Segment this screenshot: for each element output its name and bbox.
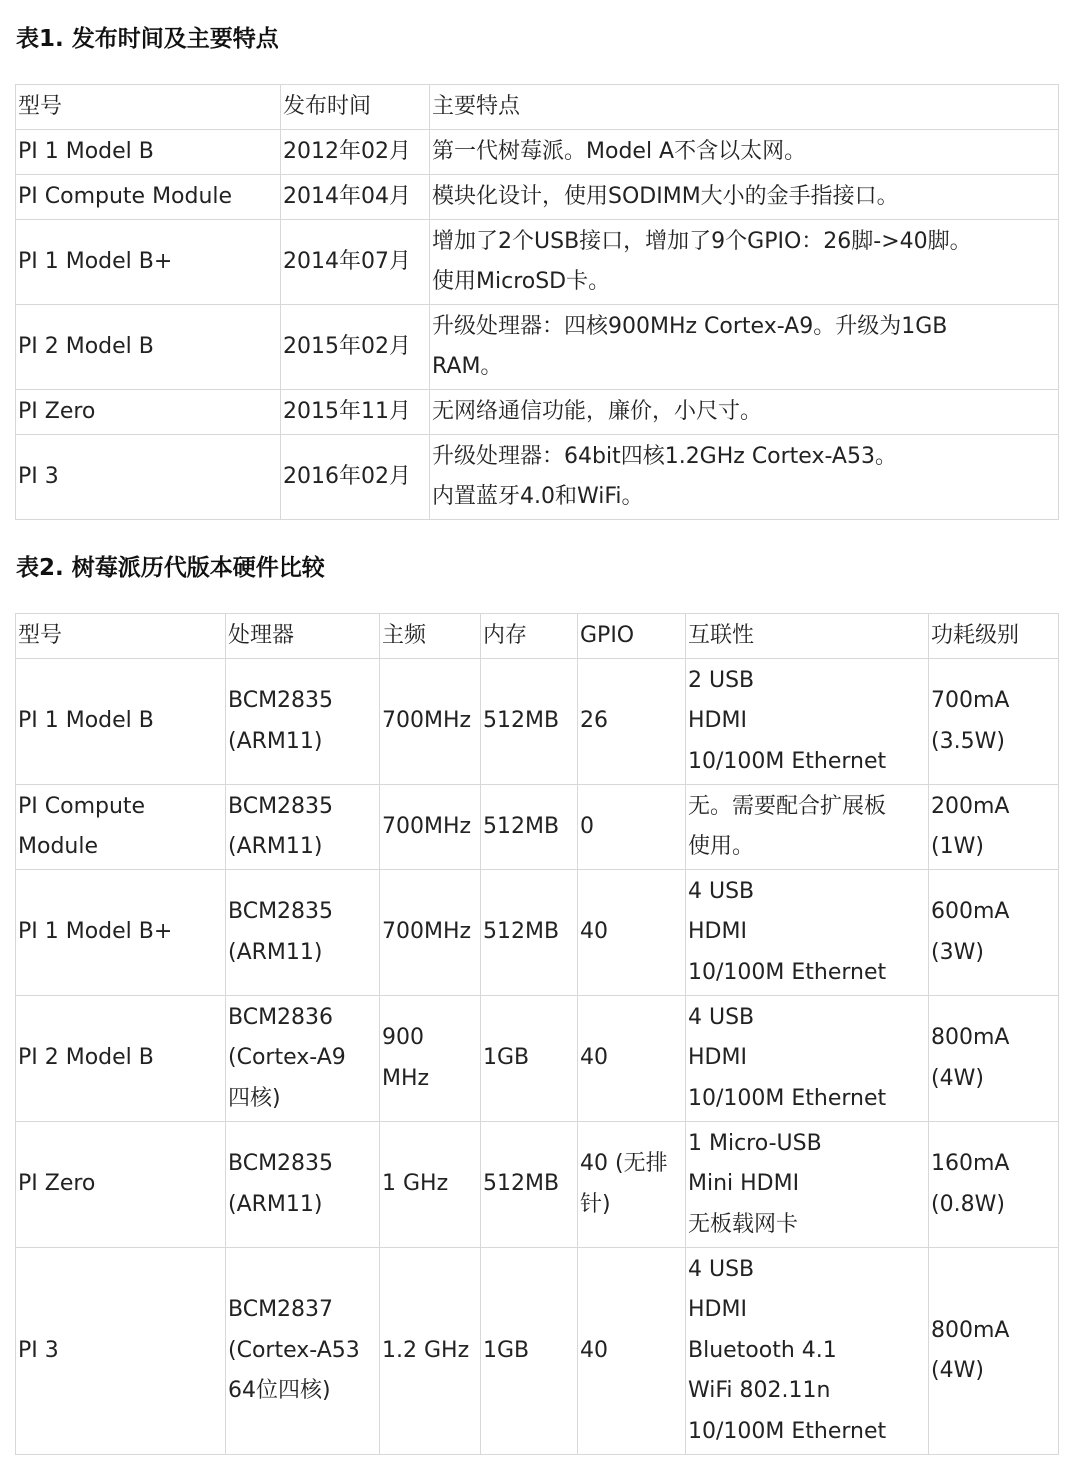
date-cell: 2014年07月 — [281, 220, 430, 305]
conn-cell: 4 USB HDMI Bluetooth 4.1 WiFi 802.11n 10/100M Ethernet — [686, 1248, 929, 1455]
table-row — [16, 659, 1059, 785]
model-cell: PI 3 — [16, 1248, 226, 1455]
table1-header-date: 发布时间 — [281, 85, 430, 130]
table-row — [16, 1248, 1059, 1455]
table-row — [16, 130, 1059, 175]
cpu-cell: BCM2836 (Cortex-A9 四核) — [226, 996, 380, 1122]
table2-title: 表2. 树莓派历代版本硬件比较 — [16, 555, 325, 581]
feature-cell: 模块化设计，使用SODIMM大小的金手指接口。 — [430, 175, 1059, 220]
table1-title: 表1. 发布时间及主要特点 — [16, 26, 279, 52]
release-features-table — [15, 84, 1059, 520]
cpu-cell: BCM2837 (Cortex-A53 64位四核) — [226, 1248, 380, 1455]
conn-cell: 1 Micro-USB Mini HDMI 无板载网卡 — [686, 1122, 929, 1248]
table-row — [16, 996, 1059, 1122]
feature-cell: 第一代树莓派。Model A不含以太网。 — [430, 130, 1059, 175]
freq-cell: 1 GHz — [380, 1122, 481, 1248]
table-row — [16, 305, 1059, 390]
conn-cell: 2 USB HDMI 10/100M Ethernet — [686, 659, 929, 785]
date-cell: 2012年02月 — [281, 130, 430, 175]
conn-cell: 无。需要配合扩展板 使用。 — [686, 785, 929, 870]
table-row — [16, 435, 1059, 520]
model-cell: PI 1 Model B — [16, 659, 226, 785]
table-row — [16, 870, 1059, 996]
power-cell: 700mA (3.5W) — [929, 659, 1059, 785]
table2-header-model: 型号 — [16, 614, 226, 659]
table-row — [16, 220, 1059, 305]
mem-cell: 512MB — [481, 659, 578, 785]
freq-cell: 700MHz — [380, 659, 481, 785]
feature-cell: 升级处理器：64bit四核1.2GHz Cortex-A53。 内置蓝牙4.0和WiFi。 — [430, 435, 1059, 520]
gpio-cell: 40 (无排 针) — [578, 1122, 686, 1248]
model-cell: PI 2 Model B — [16, 305, 281, 390]
feature-cell: 升级处理器：四核900MHz Cortex-A9。升级为1GB RAM。 — [430, 305, 1059, 390]
table2-header-gpio: GPIO — [578, 614, 686, 659]
mem-cell: 512MB — [481, 1122, 578, 1248]
conn-cell: 4 USB HDMI 10/100M Ethernet — [686, 996, 929, 1122]
power-cell: 600mA (3W) — [929, 870, 1059, 996]
power-cell: 800mA (4W) — [929, 1248, 1059, 1455]
table2-header-row — [16, 614, 1059, 659]
table-row — [16, 175, 1059, 220]
gpio-cell: 26 — [578, 659, 686, 785]
gpio-cell: 40 — [578, 996, 686, 1122]
cpu-cell: BCM2835 (ARM11) — [226, 785, 380, 870]
freq-cell: 700MHz — [380, 785, 481, 870]
mem-cell: 512MB — [481, 870, 578, 996]
freq-cell: 1.2 GHz — [380, 1248, 481, 1455]
model-cell: PI 1 Model B+ — [16, 220, 281, 305]
cpu-cell: BCM2835 (ARM11) — [226, 659, 380, 785]
table1-header-model: 型号 — [16, 85, 281, 130]
freq-cell: 700MHz — [380, 870, 481, 996]
mem-cell: 1GB — [481, 1248, 578, 1455]
table-row — [16, 785, 1059, 870]
feature-cell: 无网络通信功能，廉价，小尺寸。 — [430, 390, 1059, 435]
date-cell: 2015年02月 — [281, 305, 430, 390]
model-cell: PI Zero — [16, 1122, 226, 1248]
mem-cell: 512MB — [481, 785, 578, 870]
gpio-cell: 40 — [578, 870, 686, 996]
model-cell: PI 3 — [16, 435, 281, 520]
cpu-cell: BCM2835 (ARM11) — [226, 870, 380, 996]
cpu-cell: BCM2835 (ARM11) — [226, 1122, 380, 1248]
model-cell: PI 2 Model B — [16, 996, 226, 1122]
model-cell: PI Compute Module — [16, 175, 281, 220]
table2-header-freq: 主频 — [380, 614, 481, 659]
date-cell: 2015年11月 — [281, 390, 430, 435]
date-cell: 2016年02月 — [281, 435, 430, 520]
feature-cell: 增加了2个USB接口，增加了9个GPIO：26脚->40脚。 使用MicroSD卡。 — [430, 220, 1059, 305]
model-cell: PI 1 Model B+ — [16, 870, 226, 996]
table1-header-feature: 主要特点 — [430, 85, 1059, 130]
power-cell: 800mA (4W) — [929, 996, 1059, 1122]
power-cell: 160mA (0.8W) — [929, 1122, 1059, 1248]
mem-cell: 1GB — [481, 996, 578, 1122]
power-cell: 200mA (1W) — [929, 785, 1059, 870]
table-row — [16, 1122, 1059, 1248]
table2-header-mem: 内存 — [481, 614, 578, 659]
freq-cell: 900 MHz — [380, 996, 481, 1122]
conn-cell: 4 USB HDMI 10/100M Ethernet — [686, 870, 929, 996]
date-cell: 2014年04月 — [281, 175, 430, 220]
model-cell: PI Zero — [16, 390, 281, 435]
hardware-comparison-table — [15, 613, 1059, 1455]
table1-header-row — [16, 85, 1059, 130]
table2-header-power: 功耗级别 — [929, 614, 1059, 659]
gpio-cell: 0 — [578, 785, 686, 870]
table-row — [16, 390, 1059, 435]
table2-header-cpu: 处理器 — [226, 614, 380, 659]
table2-header-conn: 互联性 — [686, 614, 929, 659]
gpio-cell: 40 — [578, 1248, 686, 1455]
model-cell: PI 1 Model B — [16, 130, 281, 175]
model-cell: PI Compute Module — [16, 785, 226, 870]
